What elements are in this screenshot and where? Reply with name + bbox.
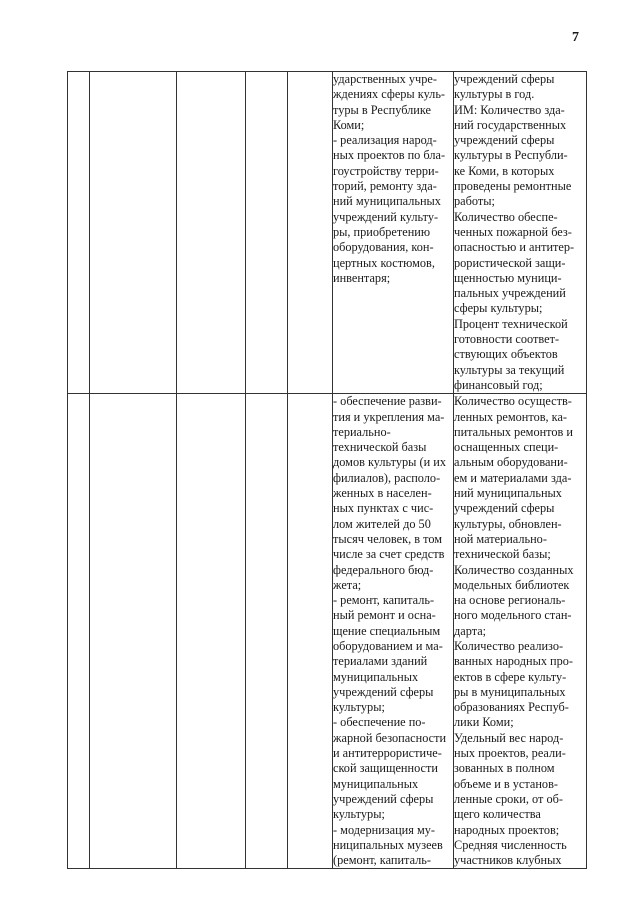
- cell-executor: [177, 72, 246, 394]
- measures-text: ударственных учре- ждениях сферы куль- туры в Республике Коми; - реализация народ- ных проектов по бла- гоустройству терри- торий, ремонту зда- ний муниципальных учреждений культу- ры, приобретению оборудования, кон- цертных костюмов, инвентаря;: [333, 72, 446, 285]
- cell-number: [68, 72, 90, 394]
- indicators-text: Количество осуществ- ленных ремонтов, ка- питальных ремонтов и оснащенных специ- альным оборудовани- ем и материалами зда- ний муниципальных учреждений сферы культуры, обновлен- ной материально- технической базы; Количество созданных модельных библиотек на основе региональ- ного модельного стан- дарта; Количество реализо- ванных народных про- ектов в сфере культу- ры в муниципальных образованиях Респуб- лики Коми; Удельный вес народ- ных проектов, реали- зованных в полном объеме и в установ- ленные сроки, от об- щего количества народных проектов; Средняя численность участников клубных: [454, 394, 574, 868]
- cell-name: [90, 72, 177, 394]
- cell-executor: [177, 394, 246, 869]
- cell-name: [90, 394, 177, 869]
- cell-end-year: [288, 72, 333, 394]
- program-table: [67, 71, 587, 869]
- page-number: 7: [572, 30, 579, 45]
- table-row: [68, 72, 587, 394]
- cell-number: [68, 394, 90, 869]
- cell-measures: [333, 394, 454, 869]
- cell-indicators: [454, 72, 587, 394]
- cell-start-year: [246, 72, 288, 394]
- table-row: [68, 394, 587, 869]
- cell-measures: [333, 72, 454, 394]
- cell-end-year: [288, 394, 333, 869]
- cell-start-year: [246, 394, 288, 869]
- indicators-text: учреждений сферы культуры в год. ИМ: Количество зда- ний государственных учреждений сферы культуры в Республи- ке Коми, в которых проведены ремонтные работы; Количество обеспе- ченных пожарной без- опасностью и антитер- рористической защи- щенностью муници- пальных учреждений сферы культуры; Процент технической готовности соответ- ствующих объектов культуры за текущий финансовый год;: [454, 72, 575, 392]
- measures-text: - обеспечение разви- тия и укрепления ма- териально- технической базы домов культуры (и их филиалов), располо- женных в населен- ных пунктах с чис- лом жителей до 50 тысяч человек, в том числе за счет средств федерального бюд- жета; - ремонт, капиталь- ный ремонт и осна- щение специальным оборудованием и ма- териалами зданий муниципальных учреждений сферы культуры; - обеспечение по- жарной безопасности и антитеррористиче- ской защищенности муниципальных учреждений сферы культуры; - модернизация му- ниципальных музеев (ремонт, капиталь-: [333, 394, 447, 868]
- cell-indicators: [454, 394, 587, 869]
